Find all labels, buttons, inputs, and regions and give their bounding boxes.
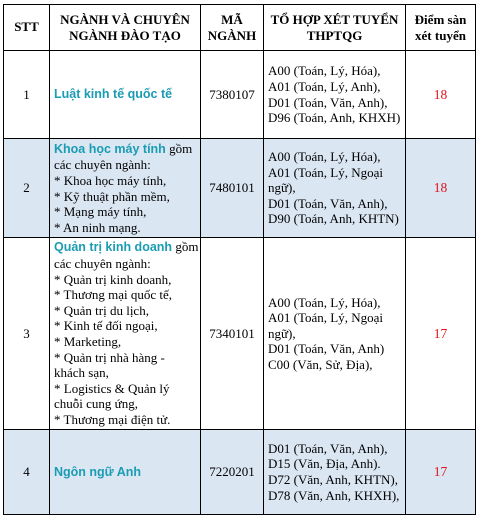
row-score: 17 <box>406 430 476 515</box>
row-stt: 3 <box>4 238 50 430</box>
table-row <box>4 139 476 238</box>
row-code: 7340101 <box>201 238 264 430</box>
row-code: 7480101 <box>201 139 264 238</box>
table-row <box>4 430 476 515</box>
table-row <box>4 51 476 139</box>
header-stt: STT <box>4 5 50 51</box>
row-major <box>50 430 201 515</box>
row-combos: D01 (Toán, Văn, Anh), D15 (Văn, Địa, Anh). D72 (Văn, Anh, KHTN), D78 (Văn, Anh, KHXH), <box>264 430 406 515</box>
row-combos: A00 (Toán, Lý, Hóa), A01 (Toán, Lý, Ngoại ngữ), D01 (Toán, Văn, Anh), D90 (Toán, Anh, KHTN) <box>264 139 406 238</box>
row-score: 17 <box>406 238 476 430</box>
row-code: 7220201 <box>201 430 264 515</box>
row-stt: 2 <box>4 139 50 238</box>
header-combo: TỔ HỢP XÉT TUYỂN THPTQG <box>264 5 406 51</box>
row-score: 18 <box>406 51 476 139</box>
row-code: 7380107 <box>201 51 264 139</box>
row-score: 18 <box>406 139 476 238</box>
admission-table-container <box>3 4 476 515</box>
header-major: NGÀNH VÀ CHUYÊN NGÀNH ĐÀO TẠO <box>50 5 201 51</box>
table-header-row <box>4 5 476 51</box>
major-name: Quản trị kinh doanh <box>54 240 173 255</box>
table-row <box>4 238 476 430</box>
row-major <box>50 51 201 139</box>
row-stt: 4 <box>4 430 50 515</box>
row-major: Quản trị kinh doanh gồm các chuyên ngành: * Quản trị kinh doanh, * Thương mại quốc tế, * Quản trị du lịch, * Kinh tế đối ngoại, * Marketing, * Quản trị nhà hàng - khách sạn, * Logistics & Quản lý chuỗi cung ứng, * Thương mại điện tử. <box>50 238 201 430</box>
row-stt: 1 <box>4 51 50 139</box>
row-combos: A00 (Toán, Lý, Hóa), A01 (Toán, Lý, Ngoại ngữ), D01 (Toán, Văn, Anh) C00 (Văn, Sử, Địa), <box>264 238 406 430</box>
major-name: Ngôn ngữ Anh <box>54 464 142 479</box>
row-combos: A00 (Toán, Lý, Hóa), A01 (Toán, Lý, Anh), D01 (Toán, Văn, Anh), D96 (Toán, Anh, KHXH) <box>264 51 406 139</box>
header-code: MÃ NGÀNH <box>201 5 264 51</box>
major-name: Khoa học máy tính <box>54 141 166 156</box>
admission-table <box>3 4 476 515</box>
major-name: Luật kinh tế quốc tế <box>54 87 173 102</box>
row-major: Khoa học máy tính gồm các chuyên ngành: * Khoa học máy tính, * Kỹ thuật phần mềm, * Mạng máy tính, * An ninh mạng. <box>50 139 201 238</box>
header-score: Điểm sàn xét tuyển <box>406 5 476 51</box>
